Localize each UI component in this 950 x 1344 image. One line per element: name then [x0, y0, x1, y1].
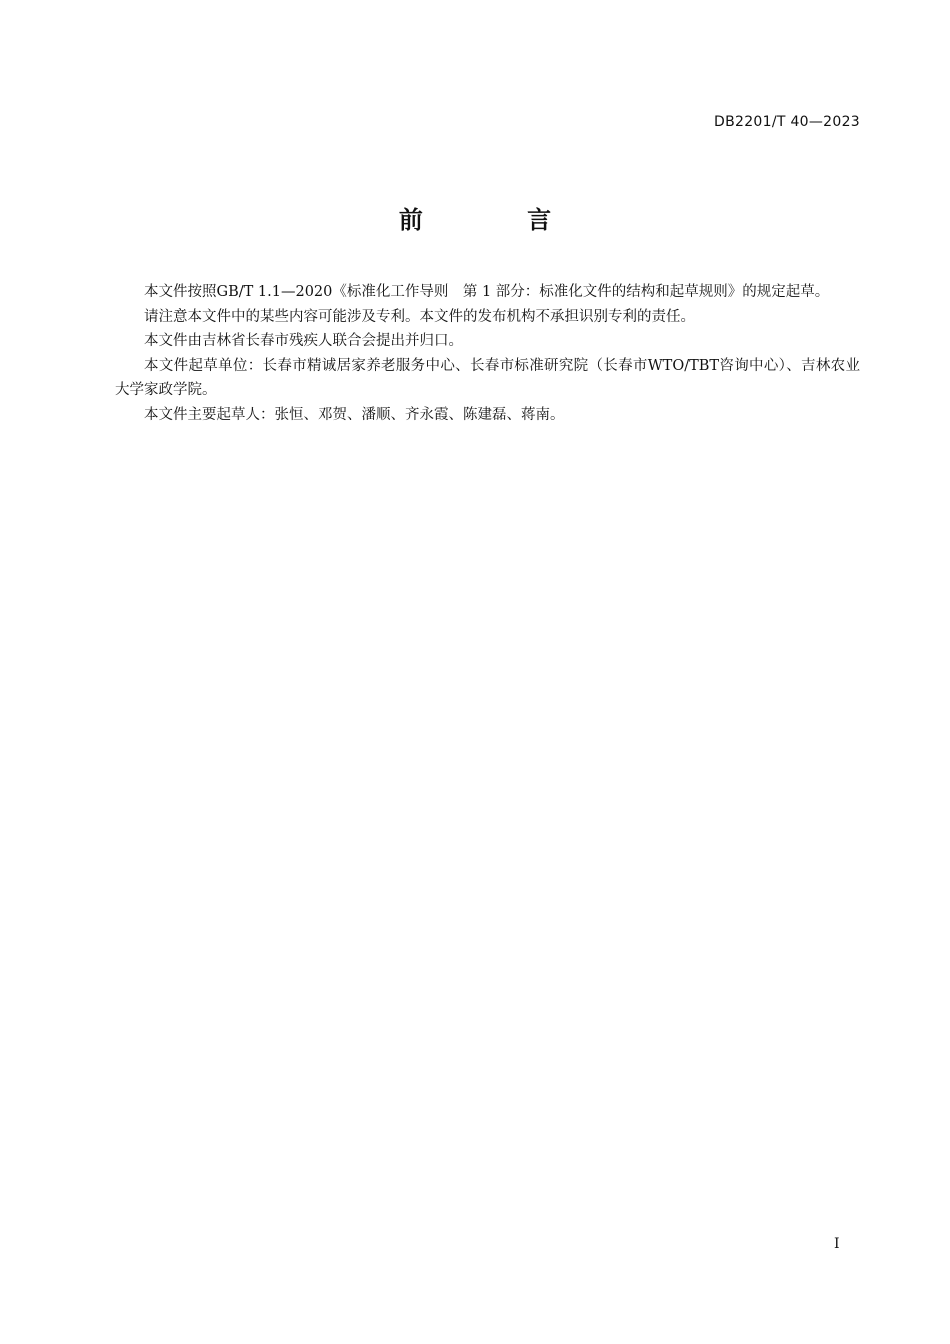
- paragraph-proposer: 本文件由吉林省长春市残疾人联合会提出并归口。: [144, 333, 463, 349]
- paragraph-drafting-rules: 本文件按照GB/T 1.1—2020《标准化工作导则 第 1 部分：标准化文件的结构和起草规则》的规定起草。: [144, 284, 830, 300]
- document-code: DB2201/T 40—2023: [714, 114, 860, 130]
- page-title: 前 言: [398, 206, 600, 234]
- page-number: I: [834, 1236, 840, 1252]
- paragraph-drafting-units: 本文件起草单位：长春市精诚居家养老服务中心、长春市标准研究院（长春市WTO/TBT咨询中心）、吉林农业大学家政学院。: [115, 357, 860, 398]
- paragraph-drafters: 本文件主要起草人：张恒、邓贺、潘顺、齐永霞、陈建磊、蒋南。: [144, 406, 565, 423]
- foreword-body: [115, 280, 860, 427]
- paragraph-patent-notice: 请注意本文件中的某些内容可能涉及专利。本文件的发布机构不承担识别专利的责任。: [144, 308, 695, 325]
